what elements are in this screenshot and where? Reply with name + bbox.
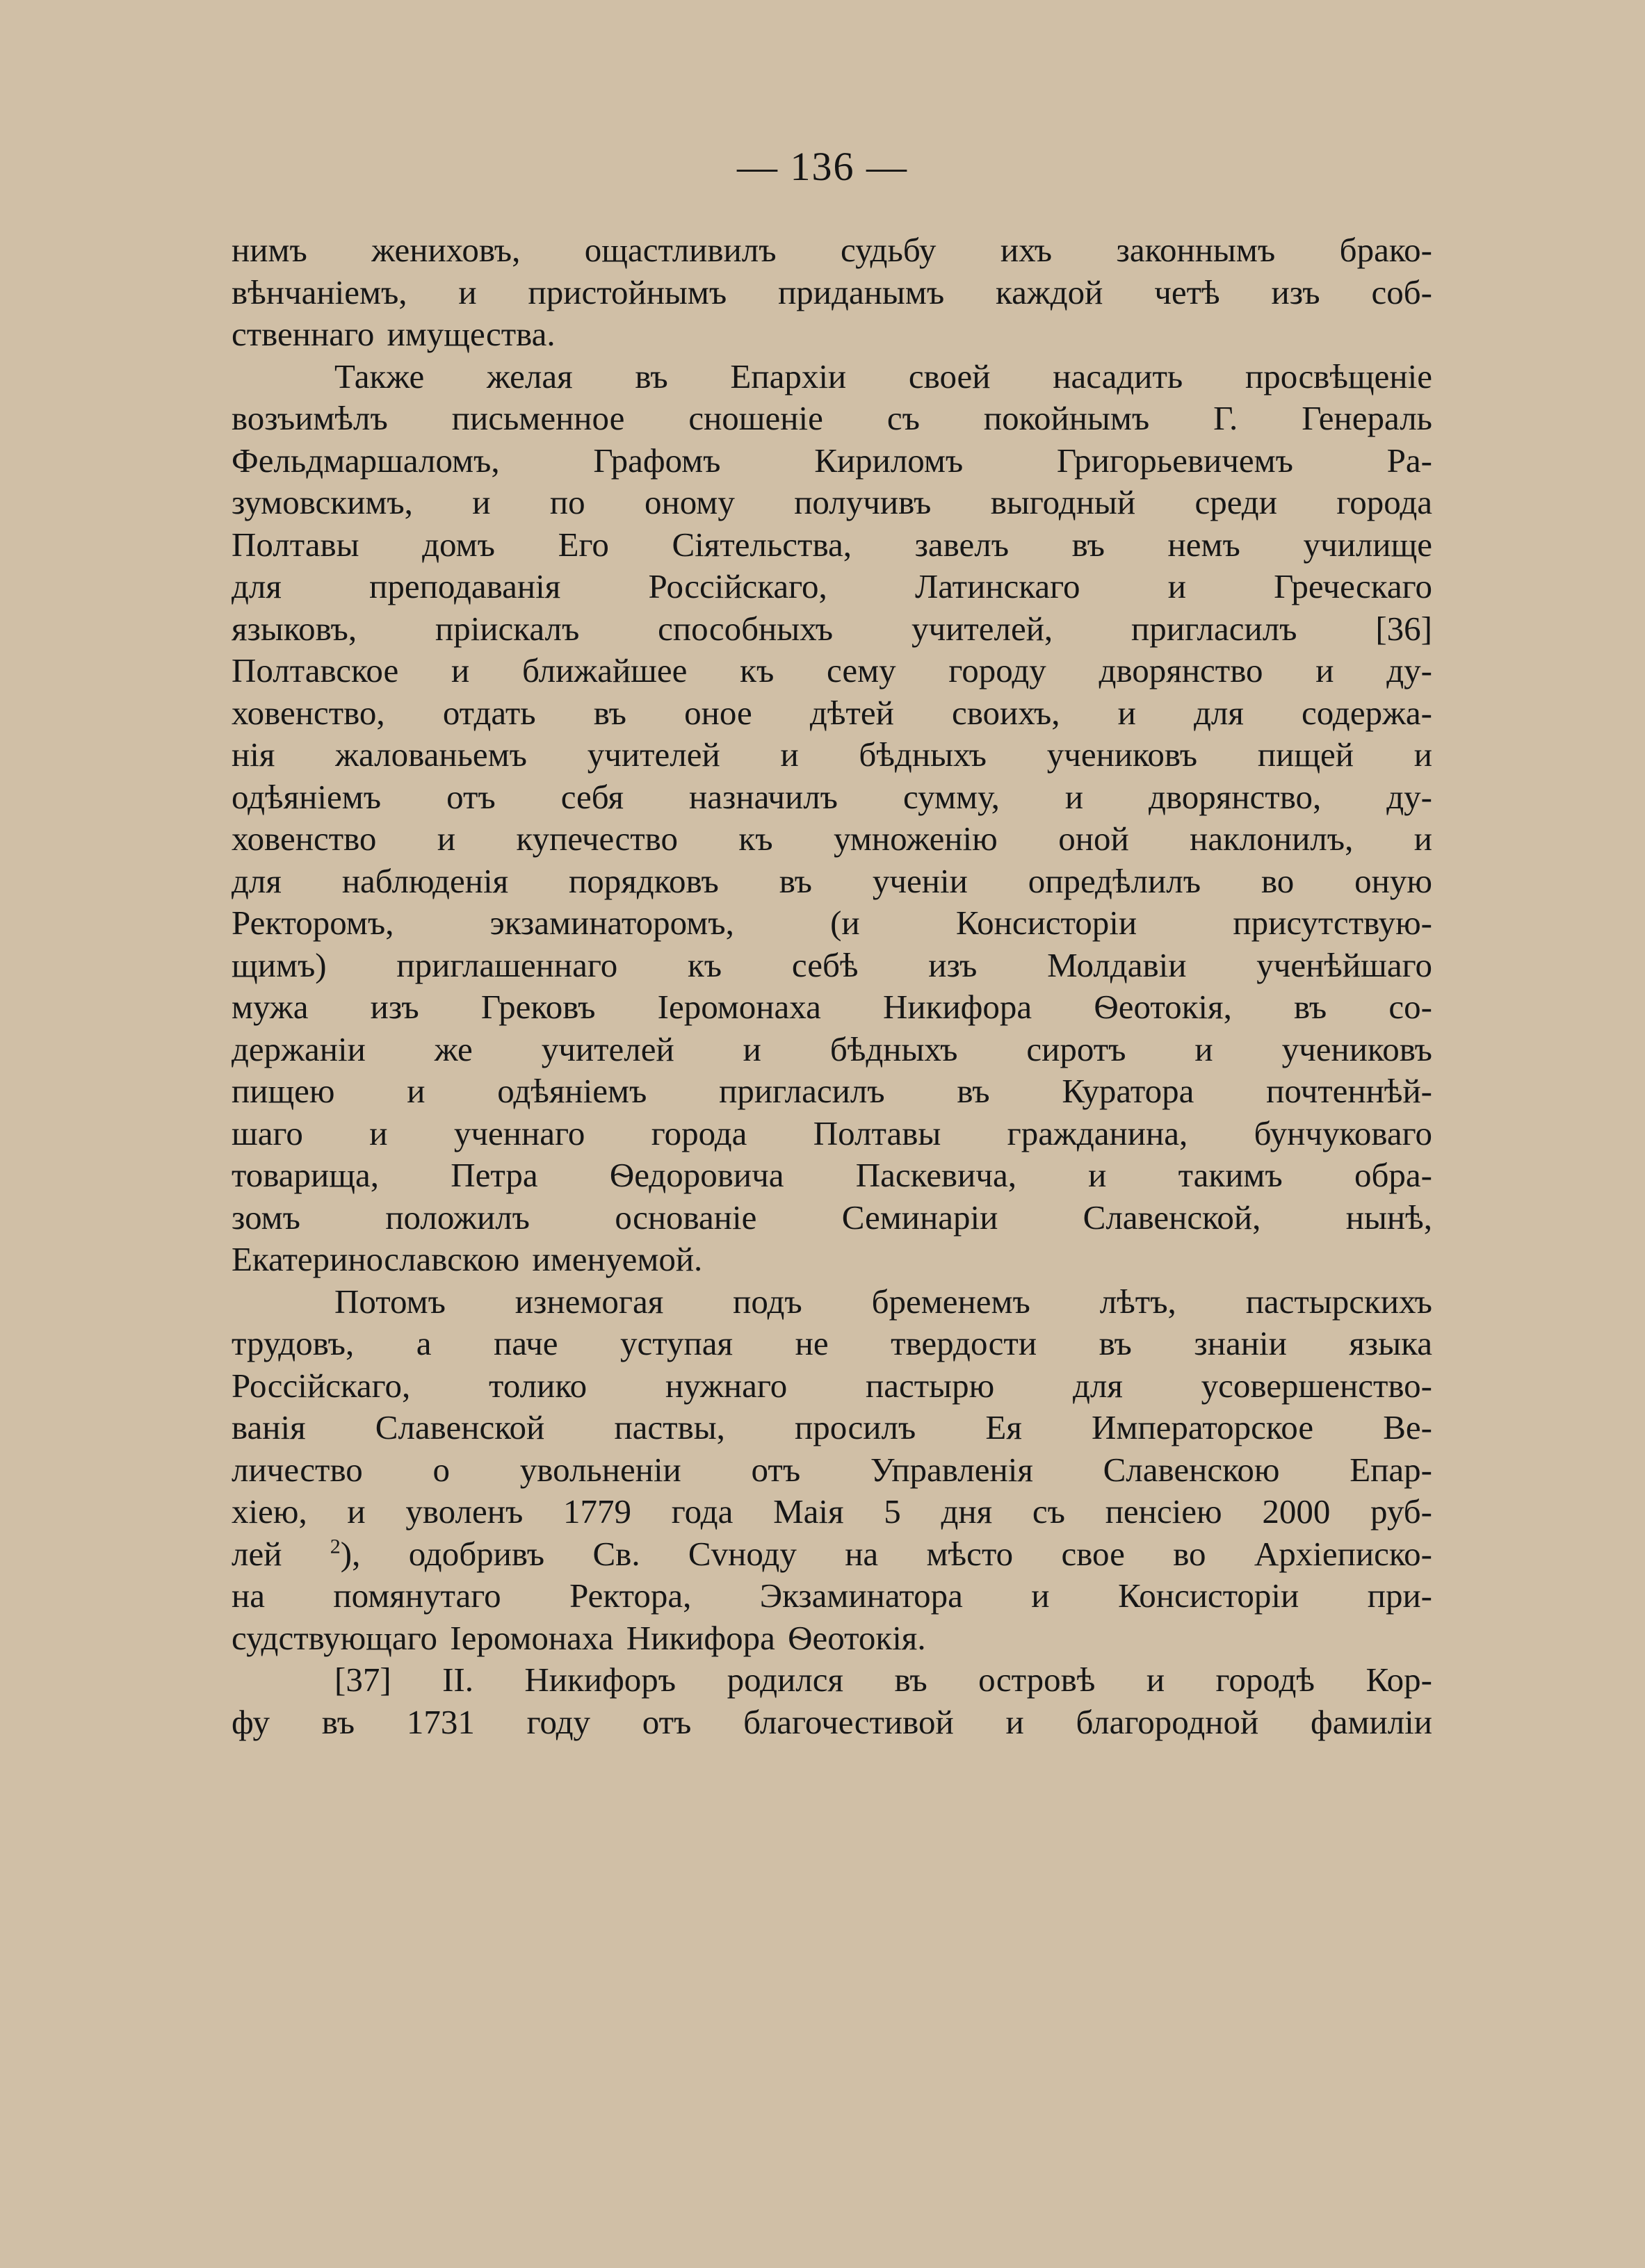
text-line: языковъ, пріискалъ способныхъ учителей, пригласилъ [36]: [232, 609, 1432, 648]
text-line: для наблюденія порядковъ въ ученіи опредѣлилъ во оную: [232, 861, 1432, 900]
text-line: товарища, Петра Ѳедоровича Паскевича, и такимъ обра-: [232, 1156, 1432, 1194]
text-line: зумовскимъ, и по оному получивъ выгодный среди города: [232, 483, 1432, 521]
text-line: Россійскаго, толико нужнаго пастырю для усовершенство-: [232, 1366, 1432, 1405]
text-line: держаніи же учителей и бѣдныхъ сиротъ и учениковъ: [232, 1029, 1432, 1068]
text-line: ственнаго имущества.: [232, 315, 556, 353]
text-line: хіею, и уволенъ 1779 года Маія 5 дня съ пенсіею 2000 руб-: [232, 1492, 1432, 1531]
text-line: ховенство, отдать въ оное дѣтей своихъ, и для содержа-: [232, 693, 1432, 732]
text-line: Фельдмаршаломъ, Графомъ Кириломъ Григорьевичемъ Ра-: [232, 441, 1432, 480]
paragraph-start-line: Потомъ изнемогая подъ бременемъ лѣтъ, пастырскихъ: [334, 1282, 1432, 1321]
text-line: на помянутаго Ректора, Экзаминатора и Консисторіи при-: [232, 1576, 1432, 1615]
text-line: зомъ положилъ основаніе Семинаріи Славенской, нынѣ,: [232, 1198, 1432, 1237]
text-line: возъимѣлъ письменное сношеніе съ покойнымъ Г. Генераль: [232, 399, 1432, 437]
paragraph-start-line: [37] II. Никифоръ родился въ островѣ и городѣ Кор-: [334, 1661, 1432, 1699]
text-line: ванія Славенской паствы, просилъ Ея Императорское Ве-: [232, 1408, 1432, 1446]
text-line: мужа изъ Грековъ Іеромонаха Никифора Ѳеотокія, въ со-: [232, 988, 1432, 1026]
text-line: фу въ 1731 году отъ благочестивой и благородной фамиліи: [232, 1702, 1432, 1741]
text-line: пищею и одѣяніемъ пригласилъ въ Куратора почтеннѣй-: [232, 1072, 1432, 1110]
paragraph-start-line: Также желая въ Епархіи своей насадить просвѣщеніе: [334, 357, 1432, 395]
text-line: Полтавское и ближайшее къ сему городу дворянство и ду-: [232, 651, 1432, 690]
text-line: личество о увольненіи отъ Управленія Славенскою Епар-: [232, 1450, 1432, 1489]
text-line: шаго и ученнаго города Полтавы гражданина, бунчуковаго: [232, 1113, 1432, 1152]
body-text: [232, 229, 1432, 1743]
text-line: Ректоромъ, экзаминаторомъ, (и Консисторіи присутствую-: [232, 904, 1432, 942]
text-line: Екатеринославскою именуемой.: [232, 1240, 703, 1278]
text-line: трудовъ, а паче уступая не твердости въ знаніи языка: [232, 1324, 1432, 1362]
text-line: нія жалованьемъ учителей и бѣдныхъ учениковъ пищей и: [232, 735, 1432, 774]
footnote-ref-line: [232, 1533, 1432, 1576]
text-line: судствующаго Іеромонаха Никифора Ѳеотокія.: [232, 1618, 926, 1657]
text-line: одѣяніемъ отъ себя назначилъ сумму, и дворянство, ду-: [232, 777, 1432, 816]
text-line: для преподаванія Россійскаго, Латинскаго и Греческаго: [232, 567, 1432, 605]
text-fragment: ), одобривъ Св. Сvноду на мѣсто свое во Архіеписко-: [340, 1534, 1432, 1573]
text-line: нимъ жениховъ, ощастливилъ судьбу ихъ законнымъ брако-: [232, 231, 1432, 269]
footnote-marker: 2: [330, 1535, 341, 1558]
page-number: — 136 —: [737, 144, 908, 189]
text-fragment: лей: [232, 1534, 282, 1573]
text-line: вѣнчаніемъ, и пристойнымъ приданымъ каждой четѣ изъ соб-: [232, 272, 1432, 311]
text-line: Полтавы домъ Его Сіятельства, завелъ въ немъ училище: [232, 525, 1432, 564]
text-line: щимъ) приглашеннаго къ себѣ изъ Молдавіи ученѣйшаго: [232, 945, 1432, 984]
text-line: ховенство и купечество къ умноженію оной наклонилъ, и: [232, 819, 1432, 858]
